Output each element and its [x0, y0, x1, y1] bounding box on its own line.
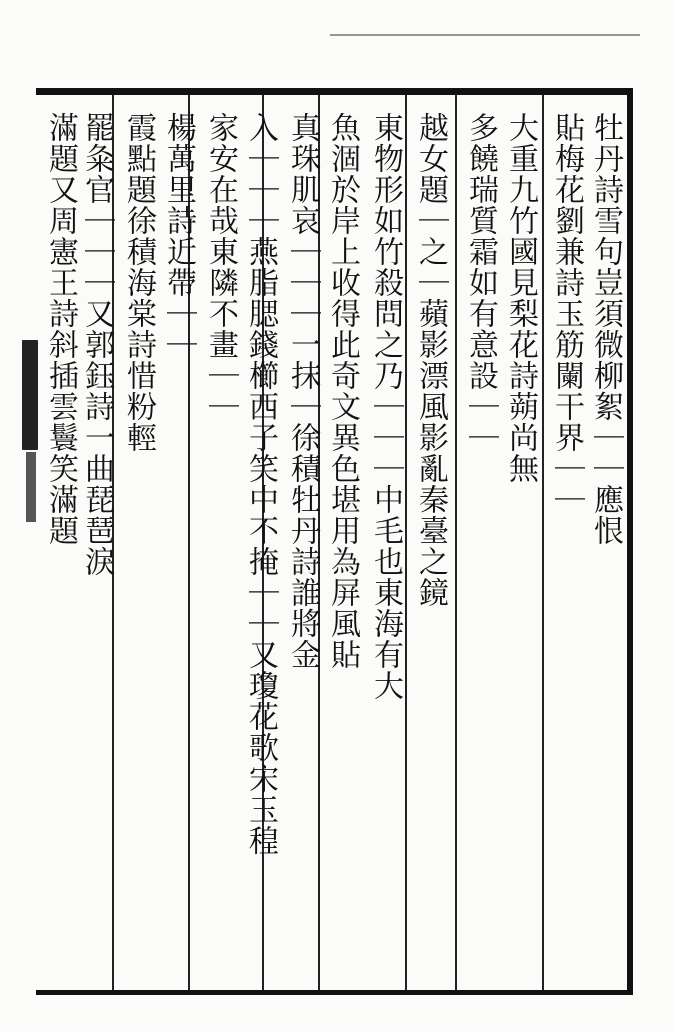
text-column-4: 多饒瑞質霜如有意設｜｜	[463, 112, 498, 453]
text-column-12: 霞點題徐積海棠詩惜粉輕	[121, 112, 156, 453]
text-column-7: 魚涸於岸上收得此奇文異色堪用為屏風貼	[325, 112, 360, 670]
column-rule	[542, 95, 544, 990]
text-column-1: 牡丹詩雪句豈須微柳絮｜｜應恨	[588, 112, 623, 546]
column-rule	[405, 95, 407, 990]
text-column-14: 滿題又周憲王詩斜插雲鬟笑滿題	[43, 112, 78, 546]
scan-edge-line	[330, 34, 640, 36]
gutter-mark	[22, 340, 38, 450]
column-rule	[455, 95, 457, 990]
text-column-8: 真珠肌哀｜｜｜一抹｜徐積牡丹詩誰將金	[285, 112, 320, 670]
text-column-10: 家安在哉東隣不畫｜｜	[203, 112, 238, 422]
text-column-3: 大重九竹國見梨花詩蒴尚無	[503, 112, 538, 484]
text-column-11: 楊萬里詩近帶｜｜	[161, 112, 196, 360]
text-column-6: 東物形如竹殺問之乃｜｜｜中毛也東海有大	[368, 112, 403, 701]
gutter-mark	[26, 452, 36, 522]
text-column-2: 貼梅花劉兼詩玉筋闌干界｜｜	[549, 112, 584, 515]
text-column-13: 罷粂官｜｜｜又郭鈺詩一曲琵琶淚	[79, 112, 114, 577]
text-column-5: 越女題｜之｜蘋影漂風影亂秦臺之鏡	[413, 112, 448, 608]
text-column-9: 入｜｜｜燕脂腮錢櫛西子笑中不掩｜｜又瓊花歌宋玉䅣	[243, 112, 278, 856]
